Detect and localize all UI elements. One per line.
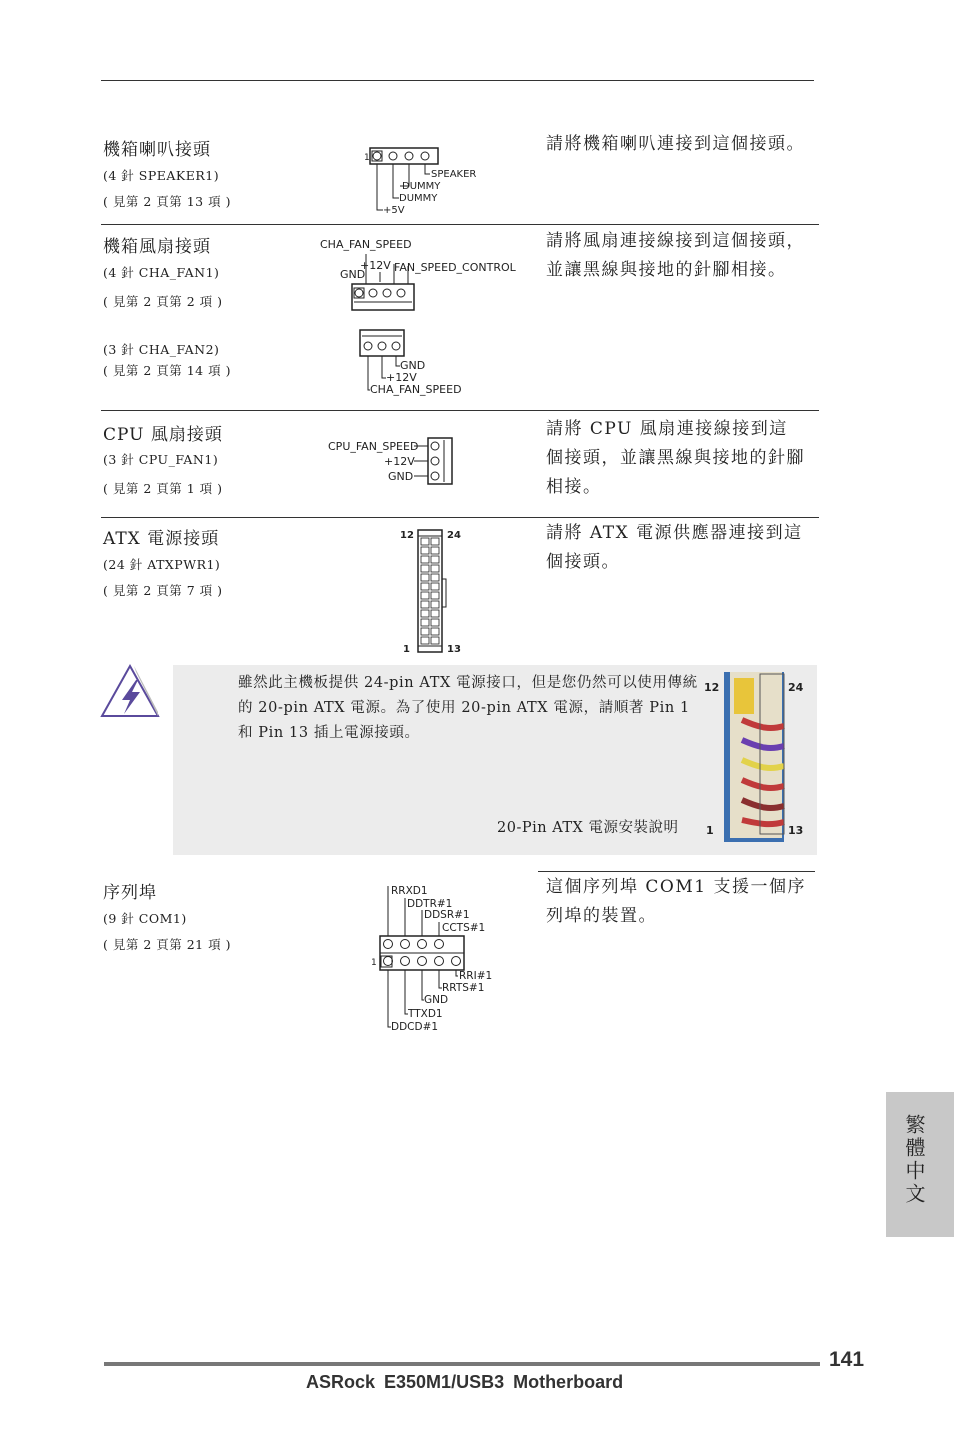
divider-1: [101, 224, 819, 225]
atx-pin: [421, 538, 429, 545]
atx-description: 請將 ATX 電源供應器連接到這個接頭。: [546, 523, 803, 572]
serial-title: 序列埠: [103, 883, 157, 903]
serial-label-rrts1: RRTS#1: [442, 982, 485, 994]
atx-label-13: 13: [447, 644, 461, 655]
footer-rule: [104, 1362, 820, 1366]
page-number: 141: [829, 1348, 865, 1371]
speaker-description: 請將機箱喇叭連接到這個接頭。: [546, 134, 805, 154]
chassis-fan1-pin-info: (4 針 CHA_FAN1): [103, 265, 220, 280]
atx-pin: [431, 574, 439, 581]
chassis-fan1-label-12v: +12V: [360, 259, 391, 272]
atx-pin: [421, 583, 429, 590]
speaker-header-diagram: [360, 140, 490, 220]
chassis-fan1-label-gnd: GND: [340, 268, 366, 281]
photo-label-1: 1: [706, 824, 714, 837]
language-side-tab: [886, 1092, 954, 1237]
cpu-fan-description: 請將 CPU 風扇連接線接到這個接頭，並讓黑線與接地的針腳相接。: [546, 419, 805, 497]
speaker-title: 機箱喇叭接頭: [103, 140, 211, 160]
cpu-fan-label-12v: +12V: [384, 455, 415, 468]
chassis-fan2-header-diagram: [356, 326, 476, 398]
chassis-fan2-label-speed: CHA_FAN_SPEED: [370, 383, 462, 396]
cpu-fan-header-diagram: [324, 434, 464, 490]
atx-pin: [431, 592, 439, 599]
divider-2: [101, 410, 819, 411]
speaker-label-dummy2: DUMMY: [399, 193, 438, 204]
atx-pin: [421, 565, 429, 572]
divider-4: [538, 871, 815, 872]
atx-pin: [421, 547, 429, 554]
chassis-fan1-label-speed: CHA_FAN_SPEED: [320, 238, 412, 251]
warning-icon: [100, 662, 162, 720]
serial-description: 這個序列埠 COM1 支援一個序列埠的裝置。: [546, 877, 806, 926]
cpu-fan-pin-info: (3 針 CPU_FAN1): [103, 452, 219, 467]
chassis-fan-title: 機箱風扇接頭: [103, 237, 211, 257]
serial-label-ddsr1: DDSR#1: [424, 909, 470, 921]
atx-pin-grid: [421, 538, 439, 644]
atx-label-12: 12: [400, 530, 414, 541]
cpu-fan-title: CPU 風扇接頭: [103, 425, 223, 445]
atx-pin: [421, 619, 429, 626]
atx-pin: [431, 628, 439, 635]
serial-label-ccts1: CCTS#1: [442, 922, 486, 934]
serial-label-ddcd1: DDCD#1: [391, 1021, 439, 1033]
atx-pin-info: (24 針 ATXPWR1): [103, 557, 221, 572]
atx-pin: [431, 583, 439, 590]
speaker-label-speaker: SPEAKER: [431, 169, 477, 180]
atx-20pin-photo: [700, 668, 812, 844]
serial-label-ttxd1: TTXD1: [408, 1008, 443, 1020]
atx-pin: [431, 565, 439, 572]
top-rule: [101, 80, 814, 81]
chassis-fan-description: 請將風扇連接線接到這個接頭，並讓黑線與接地的針腳相接。: [546, 231, 805, 280]
footer-product-name: ASRock E350M1/USB3 Motherboard: [306, 1372, 624, 1392]
cpu-fan-page-ref: ( 見第 2 頁第 1 項 ): [103, 481, 223, 496]
photo-label-12: 12: [704, 681, 720, 694]
cpu-fan-label-gnd: GND: [388, 470, 414, 483]
atx-page-ref: ( 見第 2 頁第 7 項 ): [103, 583, 223, 598]
speaker-label-dummy1: DUMMY: [402, 181, 441, 192]
atx-pin: [431, 601, 439, 608]
serial-page-ref: ( 見第 2 頁第 21 項 ): [103, 937, 231, 952]
divider-3: [101, 517, 819, 518]
serial-label-rri1: RRI#1: [459, 970, 493, 982]
atx-label-1: 1: [403, 644, 410, 655]
speaker-pin-one: 1: [364, 153, 370, 163]
serial-label-gnd: GND: [424, 994, 449, 1006]
speaker-label-5v: +5V: [383, 205, 405, 216]
serial-pin-one: 1: [371, 958, 377, 968]
atx-pin: [431, 538, 439, 545]
atx-pin: [421, 610, 429, 617]
atx-label-24: 24: [447, 530, 461, 541]
atx-pin: [431, 547, 439, 554]
photo-label-13: 13: [788, 824, 804, 837]
photo-label-24: 24: [788, 681, 804, 694]
atx-pin: [421, 592, 429, 599]
atx-pin: [421, 556, 429, 563]
chassis-fan1-label-control: FAN_SPEED_CONTROL: [394, 261, 516, 274]
atx-pin: [431, 610, 439, 617]
chassis-fan1-header-diagram: [318, 232, 528, 314]
atx-pin: [431, 556, 439, 563]
atx-pin: [431, 637, 439, 644]
atx-pin: [431, 619, 439, 626]
chassis-fan1-page-ref: ( 見第 2 頁第 2 項 ): [103, 294, 223, 309]
atx-title: ATX 電源接頭: [103, 529, 220, 549]
chassis-fan2-pin-info: (3 針 CHA_FAN2): [103, 342, 220, 357]
speaker-pin-info: (4 針 SPEAKER1): [103, 168, 220, 183]
serial-pin-info: (9 針 COM1): [103, 911, 187, 926]
serial-header-diagram: [366, 880, 496, 1036]
serial-label-ddtr1: DDTR#1: [407, 898, 453, 910]
chassis-fan2-label-12v: +12V: [386, 371, 417, 384]
cpu-fan-label-speed: CPU_FAN_SPEED: [328, 440, 419, 453]
atx-header-diagram: [396, 524, 468, 658]
atx-pin: [421, 601, 429, 608]
chassis-fan2-label-gnd: GND: [400, 359, 426, 372]
note-text: 雖然此主機板提供 24-pin ATX 電源接口，但是您仍然可以使用傳統的 20-pin ATX 電源。為了使用 20-pin ATX 電源，請順著 Pin 1 和 Pin 13 插上電源接頭。: [238, 675, 698, 741]
note-caption: 20-Pin ATX 電源安裝說明: [497, 820, 679, 836]
serial-label-rrxd1: RRXD1: [391, 885, 428, 897]
chassis-fan2-page-ref: ( 見第 2 頁第 14 項 ): [103, 363, 231, 378]
language-side-tab-label: 繁體中文: [902, 1114, 926, 1206]
atx-pin: [421, 628, 429, 635]
speaker-page-ref: ( 見第 2 頁第 13 項 ): [103, 194, 231, 209]
atx-pin: [421, 574, 429, 581]
atx-pin: [421, 637, 429, 644]
